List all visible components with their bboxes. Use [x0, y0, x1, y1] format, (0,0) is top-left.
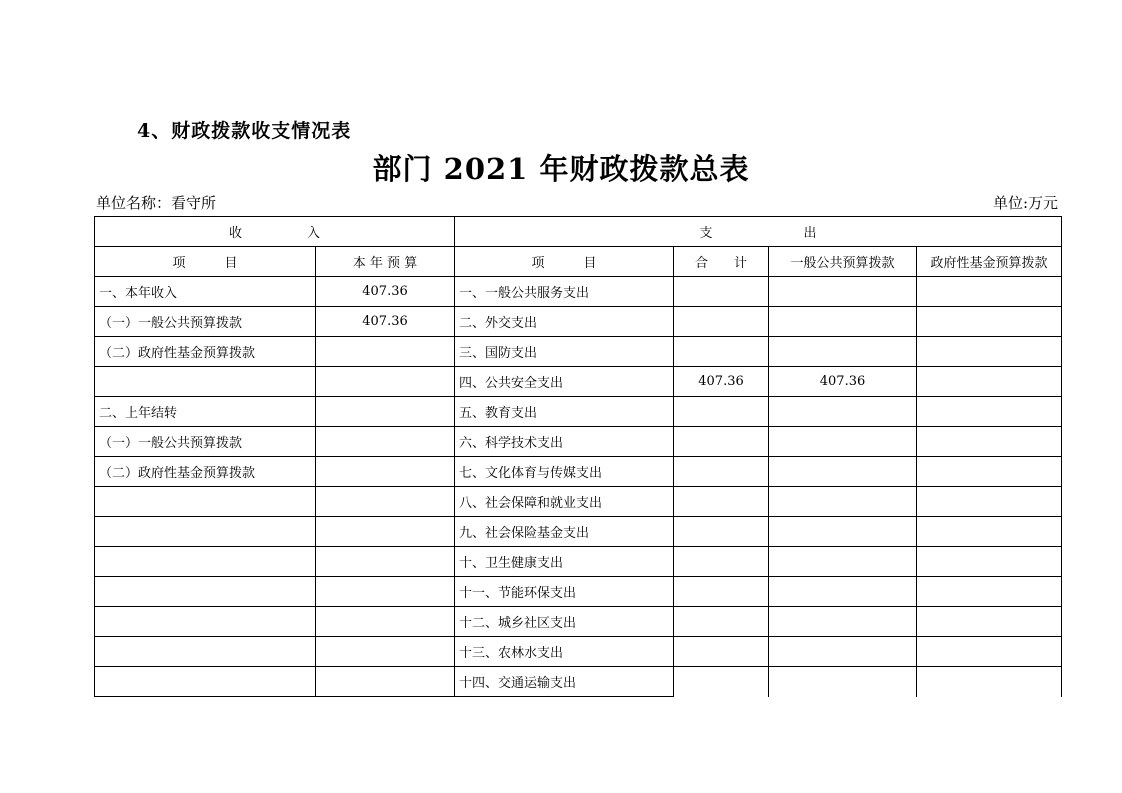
table-row [95, 427, 1062, 457]
table-row [95, 637, 1062, 667]
total-cell [674, 457, 769, 487]
general-budget-cell [769, 337, 917, 367]
general-budget-cell [769, 457, 917, 487]
fund-budget-cell [917, 667, 1062, 697]
income-value-cell [316, 667, 455, 697]
general-budget-cell [769, 637, 917, 667]
section-heading: 4、财政拨款收支情况表 [137, 120, 352, 142]
fund-budget-cell [917, 517, 1062, 547]
expense-item-cell: 五、教育支出 [455, 397, 674, 427]
income-item-cell [95, 367, 316, 397]
header-row-group [95, 217, 1062, 247]
table-row [95, 367, 1062, 397]
expense-item-cell: 十三、农林水支出 [455, 637, 674, 667]
current-year-budget-header: 本 年 预 算 [316, 247, 455, 277]
income-value-cell [316, 517, 455, 547]
expense-item-cell: 八、社会保障和就业支出 [455, 487, 674, 517]
income-value-cell: 407.36 [316, 307, 455, 337]
total-cell [674, 667, 769, 697]
fund-budget-cell [917, 547, 1062, 577]
income-item-cell: （一）一般公共预算拨款 [95, 427, 316, 457]
expense-item-cell: 四、公共安全支出 [455, 367, 674, 397]
income-item-cell: 二、上年结转 [95, 397, 316, 427]
table-row [95, 487, 1062, 517]
expense-item-cell: 九、社会保险基金支出 [455, 517, 674, 547]
expense-item-cell: 三、国防支出 [455, 337, 674, 367]
income-item-cell [95, 487, 316, 517]
general-budget-cell [769, 517, 917, 547]
general-budget-cell [769, 427, 917, 457]
fund-budget-cell [917, 457, 1062, 487]
table-row [95, 667, 1062, 697]
table-row [95, 397, 1062, 427]
general-budget-cell [769, 277, 917, 307]
total-cell [674, 307, 769, 337]
expense-item-header: 项 目 [455, 247, 674, 277]
fund-budget-cell [917, 607, 1062, 637]
table-row [95, 607, 1062, 637]
fund-budget-cell [917, 427, 1062, 457]
table-row [95, 577, 1062, 607]
fund-budget-cell [917, 577, 1062, 607]
income-item-header: 项 目 [95, 247, 316, 277]
table-row [95, 307, 1062, 337]
income-item-cell: （一）一般公共预算拨款 [95, 307, 316, 337]
expense-item-cell: 六、科学技术支出 [455, 427, 674, 457]
expense-item-cell: 十、卫生健康支出 [455, 547, 674, 577]
general-budget-cell [769, 667, 917, 697]
total-cell [674, 517, 769, 547]
table-row [95, 277, 1062, 307]
fund-budget-cell [917, 367, 1062, 397]
total-header: 合 计 [674, 247, 769, 277]
page-title: 部门 2021 年财政拨款总表 [372, 152, 750, 186]
total-cell [674, 637, 769, 667]
income-item-cell [95, 667, 316, 697]
income-value-cell [316, 337, 455, 367]
income-item-cell [95, 577, 316, 607]
income-value-cell [316, 367, 455, 397]
income-value-cell [316, 607, 455, 637]
income-value-cell [316, 457, 455, 487]
header-row-columns [95, 247, 1062, 277]
total-cell [674, 337, 769, 367]
table-row [95, 547, 1062, 577]
fund-budget-cell [917, 277, 1062, 307]
expense-item-cell: 一、一般公共服务支出 [455, 277, 674, 307]
total-cell [674, 277, 769, 307]
income-value-cell [316, 637, 455, 667]
general-budget-cell [769, 307, 917, 337]
general-budget-cell [769, 397, 917, 427]
fund-budget-cell [917, 307, 1062, 337]
income-value-cell [316, 577, 455, 607]
general-budget-cell [769, 547, 917, 577]
table-row [95, 337, 1062, 367]
income-item-cell: （二）政府性基金预算拨款 [95, 457, 316, 487]
income-item-cell [95, 517, 316, 547]
general-budget-cell [769, 577, 917, 607]
income-value-cell [316, 547, 455, 577]
expense-item-cell: 七、文化体育与传媒支出 [455, 457, 674, 487]
income-value-cell [316, 487, 455, 517]
budget-table [94, 216, 1062, 697]
unit-name: 单位名称：看守所 [96, 194, 217, 212]
expense-header: 支 出 [455, 217, 1062, 247]
general-budget-cell [769, 487, 917, 517]
total-cell [674, 607, 769, 637]
fund-budget-cell [917, 637, 1062, 667]
total-cell: 407.36 [674, 367, 769, 397]
income-value-cell: 407.36 [316, 277, 455, 307]
expense-item-cell: 二、外交支出 [455, 307, 674, 337]
general-budget-header: 一般公共预算拨款 [769, 247, 917, 277]
income-item-cell: 一、本年收入 [95, 277, 316, 307]
general-budget-cell [769, 607, 917, 637]
table-row [95, 457, 1062, 487]
income-item-cell: （二）政府性基金预算拨款 [95, 337, 316, 367]
unit-currency: 单位:万元 [992, 194, 1058, 212]
total-cell [674, 577, 769, 607]
table-row [95, 517, 1062, 547]
income-item-cell [95, 607, 316, 637]
expense-item-cell: 十二、城乡社区支出 [455, 607, 674, 637]
total-cell [674, 487, 769, 517]
income-value-cell [316, 397, 455, 427]
total-cell [674, 427, 769, 457]
fund-budget-cell [917, 397, 1062, 427]
income-item-cell [95, 547, 316, 577]
fund-budget-cell [917, 337, 1062, 367]
income-header: 收 入 [95, 217, 455, 247]
expense-item-cell: 十一、节能环保支出 [455, 577, 674, 607]
income-value-cell [316, 427, 455, 457]
general-budget-cell: 407.36 [769, 367, 917, 397]
income-item-cell [95, 637, 316, 667]
fund-budget-cell [917, 487, 1062, 517]
fund-budget-header: 政府性基金预算拨款 [917, 247, 1062, 277]
total-cell [674, 547, 769, 577]
expense-item-cell: 十四、交通运输支出 [455, 667, 674, 697]
total-cell [674, 397, 769, 427]
